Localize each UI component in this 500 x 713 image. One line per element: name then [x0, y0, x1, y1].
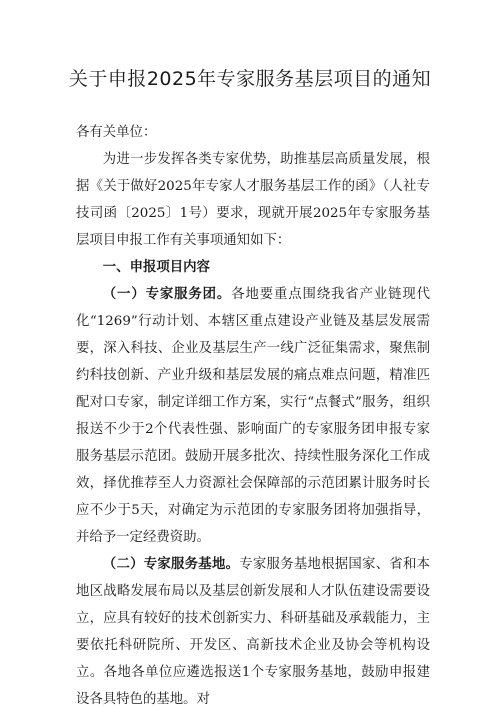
document-body [76, 119, 430, 713]
document-title: 关于申报2025年专家服务基层项目的通知 [68, 68, 432, 90]
item-1-paragraph [76, 281, 430, 551]
item-2-paragraph [76, 551, 430, 713]
section-heading: 一、申报项目内容 [102, 260, 210, 275]
item-1-text: 各地要重点围绕我省产业链现代化“1269”行动计划、本辖区重点建设产业链及基层发展需要，深入科技、企业及基层生产一线广泛征集需求，聚焦制约科技创新、产业升级和基层发展的痛点难点问题，精准匹配对口专家，制定详细工作方案，实行“点餐式”服务，组织报送不少于2个代表性强、影响面广的专家服务团申报专家服务基层示范团。鼓励开展多批次、持续性服务深化工作成效，择优推荐至人力资源社会保障部的示范团累计服务时长应不少于5天，对确定为示范团的专家服务团将加强指导，并给予一定经费资助。 [76, 287, 431, 545]
item-2-label: （二）专家服务基地。 [102, 557, 240, 572]
item-2-text: 专家服务基地根据国家、省和本地区战略发展布局以及基层创新发展和人才队伍建设需要设立，应具有较好的技术创新实力、科研基础及承载能力，主要依托科研院所、开发区、高新技术企业及协会等机构设立。各地各单位应遴选报送1个专家服务基地，鼓励申报建设各具特色的基地。对 [76, 557, 431, 707]
item-1-label: （一）专家服务团。 [102, 287, 232, 302]
salutation: 各有关单位： [76, 125, 157, 140]
intro-paragraph: 为进一步发挥各类专家优势，助推基层高质量发展，根据《关于做好2025年专家人才服务基层工作的函》（人社专技司函〔2025〕1号）要求，现就开展2025年专家服务基层项目申报工作有关事项通知如下： [76, 152, 430, 248]
